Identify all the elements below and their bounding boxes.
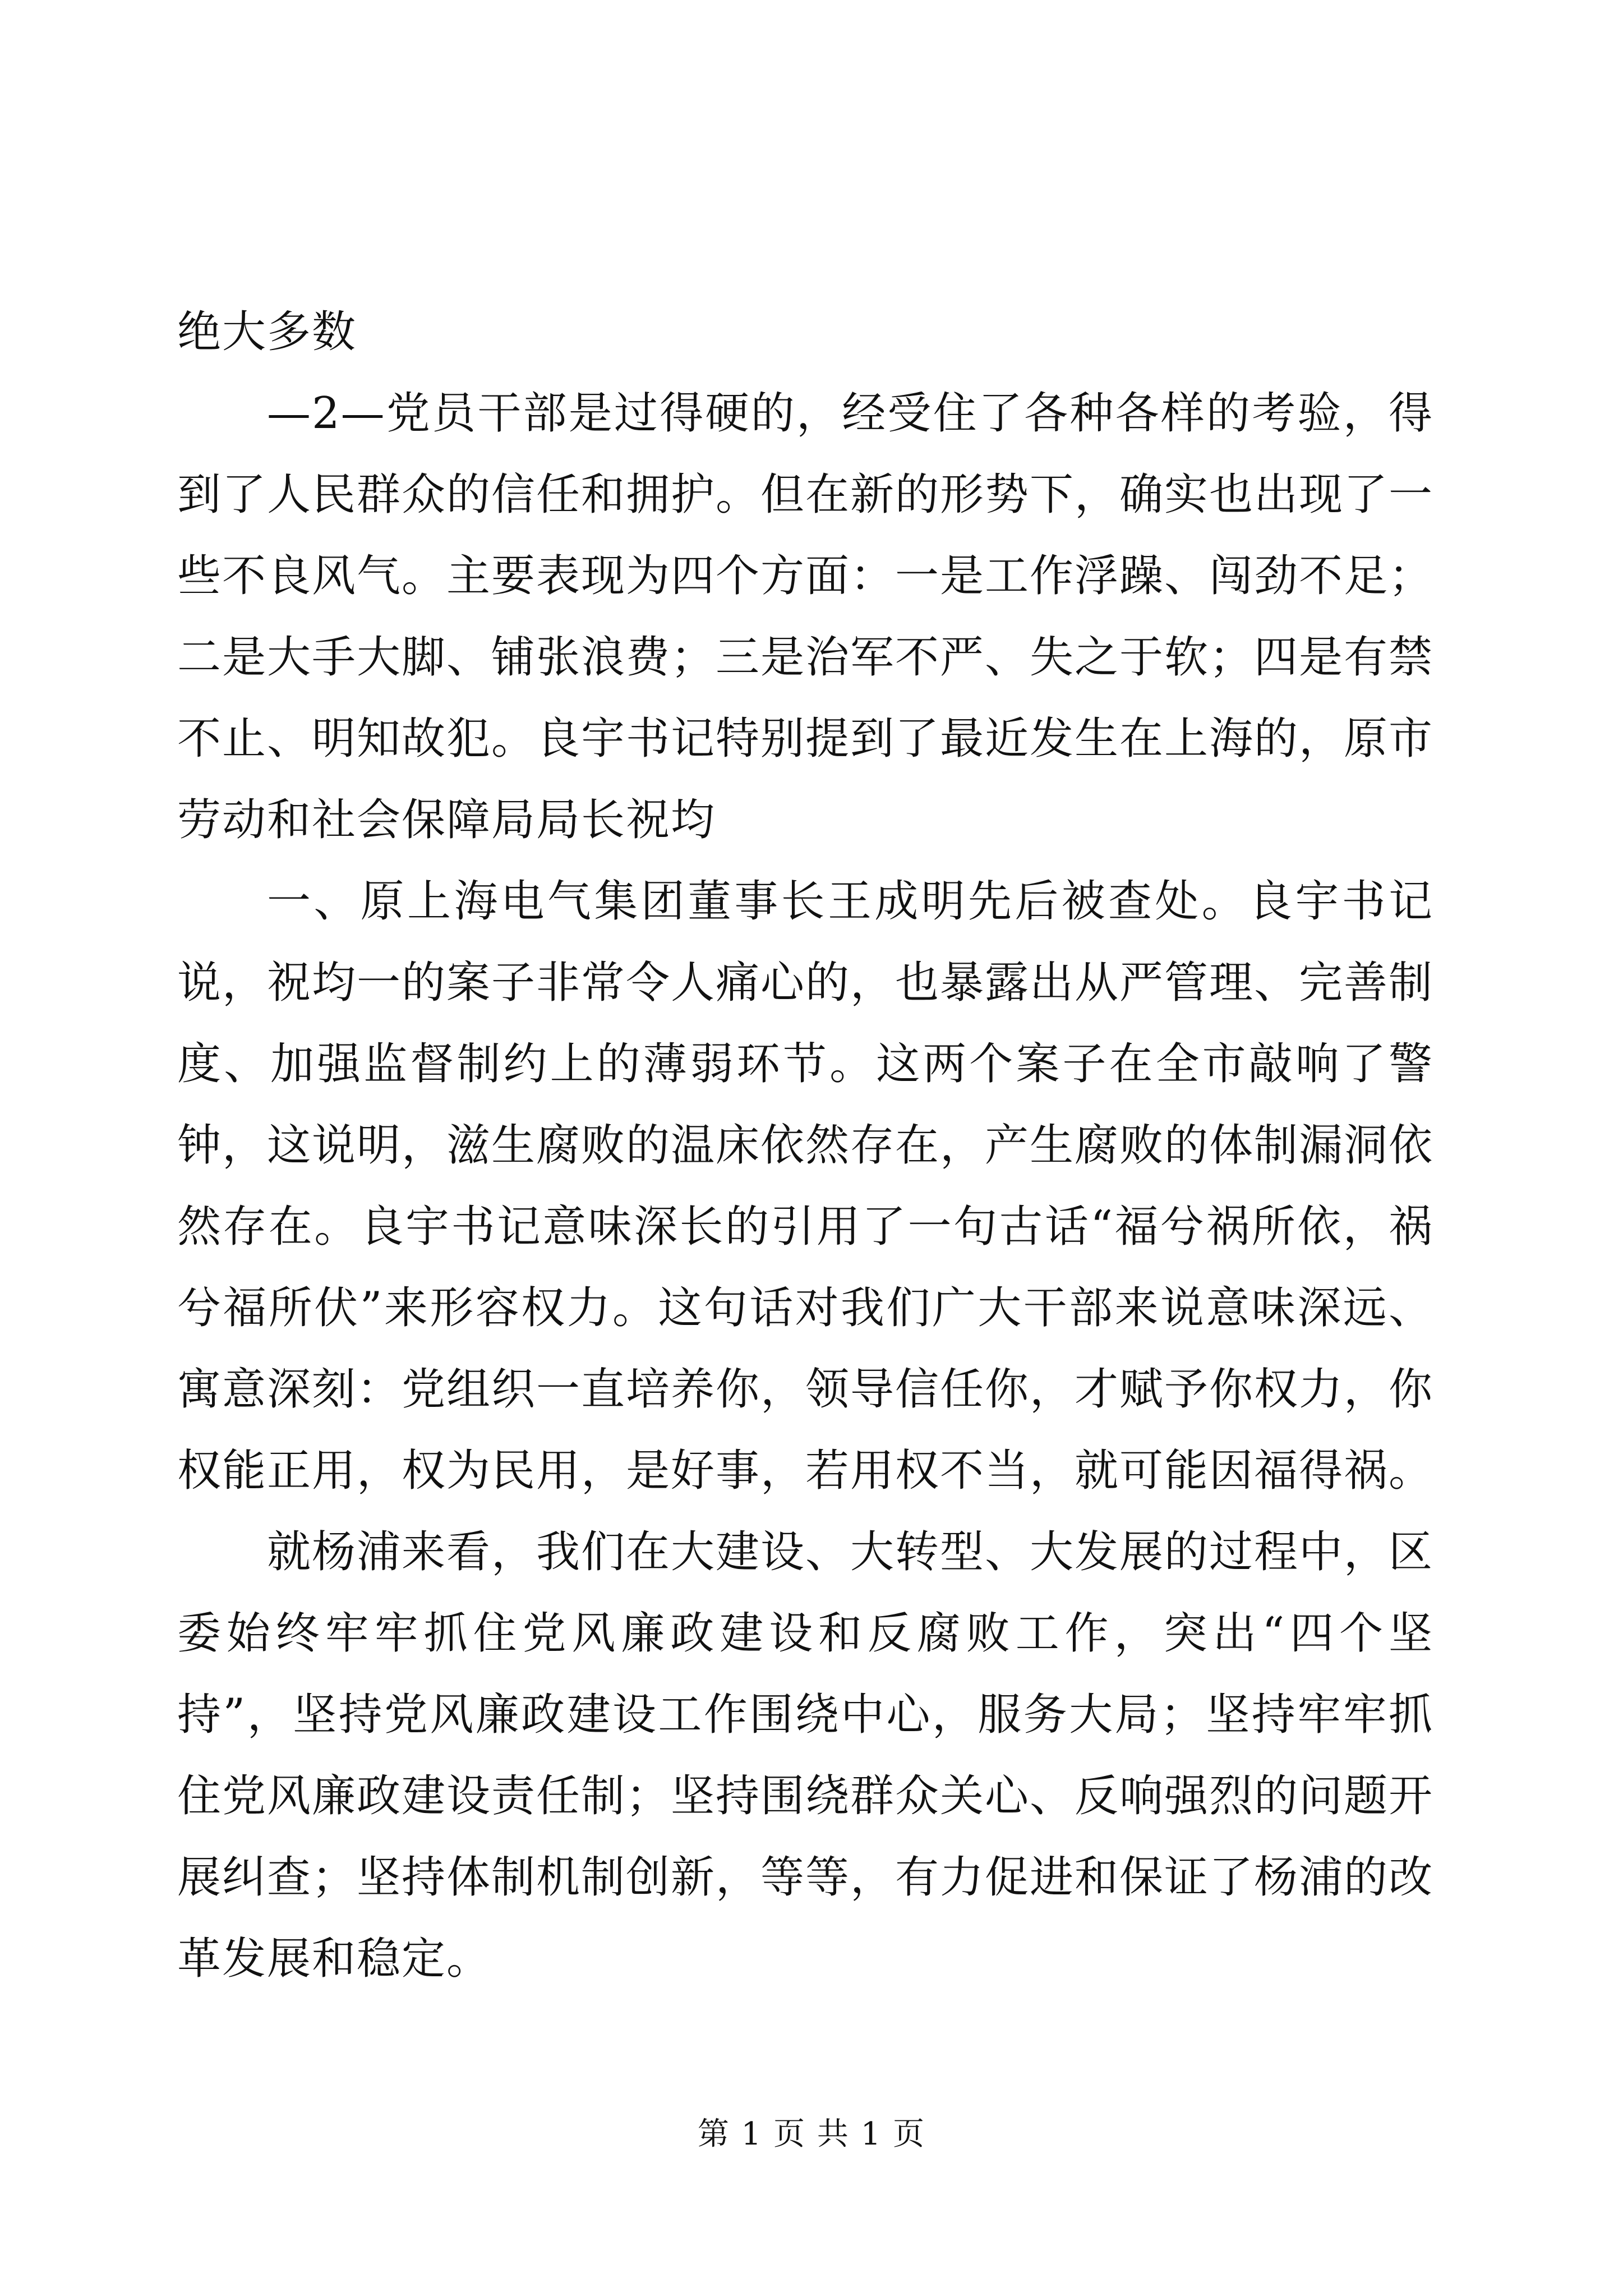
page-footer: 第 1 页 共 1 页 — [697, 2116, 926, 2152]
paragraph-2: —2—党员干部是过得硬的，经受住了各种各样的考验，得到了人民群众的信任和拥护。但在新的形势下，确实也出现了一些不良风气。主要表现为四个方面：一是工作浮躁、闯劲不足；二是大手大脚、铺张浪费；三是治军不严、失之于软；四是有禁不止、明知故犯。良宇书记特别提到了最近发生在上海的，原市劳动和社会保障局局长祝均 — [177, 388, 1434, 845]
body-text — [177, 292, 1433, 2000]
paragraph-4: 就杨浦来看，我们在大建设、大转型、大发展的过程中，区委始终牢牢抓住党风廉政建设和反腐败工作，突出“四个坚持”，坚持党风廉政建设工作围绕中心，服务大局；坚持牢牢抓住党风廉政建设责任制；坚持围绕群众关心、反响强烈的问题开展纠查；坚持体制机制创新，等等，有力促进和保证了杨浦的改革发展和稳定。 — [177, 1527, 1434, 1984]
paragraph-3: 一、原上海电气集团董事长王成明先后被查处。良宇书记说，祝均一的案子非常令人痛心的，也暴露出从严管理、完善制度、加强监督制约上的薄弱环节。这两个案子在全市敲响了警钟，这说明，滋生腐败的温床依然存在，产生腐败的体制漏洞依然存在。良宇书记意味深长的引用了一句古话“福兮祸所依，祸兮福所伏”来形容权力。这句话对我们广大干部来说意味深远、寓意深刻：党组织一直培养你，领导信任你，才赋予你权力，你权能正用，权为民用，是好事，若用权不当，就可能因福得祸。 — [177, 876, 1434, 1496]
paragraph-1: 绝大多数 — [177, 307, 357, 357]
